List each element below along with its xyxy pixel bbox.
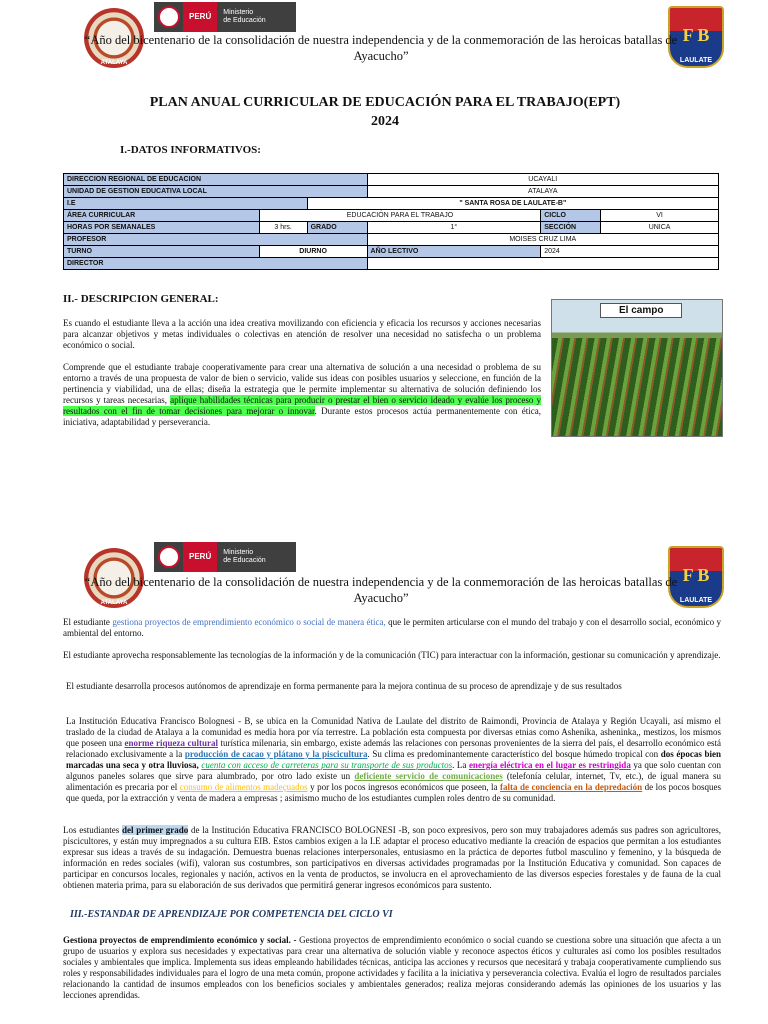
page-2 [0, 540, 768, 1024]
table-row [64, 198, 719, 210]
cell-label: DIRECCION REGIONAL DE EDUCACION [64, 174, 368, 186]
gestiona-highlight: gestiona proyectos de emprendimiento económico o social de manera ética, [112, 617, 386, 627]
highlight-energia: energía eléctrica en el lugar es restringida [468, 760, 631, 770]
highlight-epocas: dos épocas bien marcadas una seca y otra lluviosa, [66, 749, 722, 770]
ministry-logo: PERÚ Ministerio de Educación [154, 542, 296, 572]
cell-label: I.E [64, 198, 308, 210]
cell-label: ÁREA CURRICULAR [64, 210, 260, 222]
motto-line-2: Ayacucho” [353, 49, 409, 63]
cell-value: VI [601, 210, 719, 222]
table-row [64, 186, 719, 198]
cell-value [367, 258, 718, 270]
cell-label: GRADO [307, 222, 367, 234]
highlighted-text: aplique habilidades técnicas para producir o prestar el bien o servicio ideado y evalúe los proceso y resultados con el fin de tomar decisiones para mejorar o innovar [63, 395, 542, 416]
table-row [64, 246, 719, 258]
cell-label: CICLO [541, 210, 601, 222]
highlight-primer-grado: del primer grado [121, 825, 189, 835]
seal-text: ATALAYA [100, 60, 128, 66]
highlight-conciencia: falta de conciencia en la depredación [500, 782, 643, 792]
shield-letters: F B [682, 25, 710, 46]
info-table [63, 173, 719, 270]
cell-value: MOISES CRUZ LIMA [367, 234, 718, 246]
table-row [64, 210, 719, 222]
highlight-carreteras: cuenta con acceso de carreteras para su transporte de sus productos [201, 760, 453, 770]
competence-paragraph-autonomo: El estudiante desarrolla procesos autónomos de aprendizaje en forma permanente para la mejora continua de su proceso de aprendizaje y de sus resultados [66, 681, 622, 691]
highlight-cacao: producción de cacao y plátano y la piscicultura [184, 749, 368, 759]
table-row [64, 258, 719, 270]
description-paragraph-2: Comprende que el estudiante trabaje cooperativamente para crear una alternativa de solución a una necesidad o problema de su entorno a través de una propuesta de valor de bien o servicio, valide sus ideas con posibles usuarios y seleccione, en función de la pertinencia y viabilidad, una de ellas; diseña la estrategia que le permite implementar su alternativa de solución definiendo los recursos y tareas necesarias, aplique habilidades técnicas para producir o prestar el bien o servicio ideado y evalúe los proceso y resultados con el fin de tomar decisiones para mejorar o innovar. Durante estos procesos actúa permanentemente con ética, iniciativa, adaptabilidad y perseverancia. [63, 362, 542, 427]
peru-shield-icon [158, 6, 180, 28]
highlight-riqueza: enorme riqueza cultural [124, 738, 219, 748]
cell-value: DIURNO [259, 246, 367, 258]
highlight-comunicaciones: deficiente servicio de comunicaciones [354, 771, 503, 781]
cell-label: SECCIÓN [541, 222, 601, 234]
students-paragraph: Los estudiantes del primer grado de la Institución Educativa FRANCISCO BOLOGNESI -B, son poco expresivos, pero son muy trabajadores además sus padres son agricultores, piscicultores, y están muy impregnados a su cultura EIB. Estos cambios exigen a la I.E adaptar el proceso educativo mediante la creación de espacios que permitan a los estudiantes expresar sus ideas a través de su indagación. Demuestra buenas relaciones interpersonales, entusiasmo en la práctica de deportes futbol masculino y femenino, y la búsqueda de información en redes sociales (wifi), valoran sus costumbres, son participativos en diversas actividades programadas por la Institución Educativa y comunidad. Son capaces de participar en concursos locales, regionales y nación, activos en la venta de productos, se involucra en el aprovechamiento de las diversos especies forestales y de fauna de la cual obtienen materia prima, para su elaboración de sus derivados que permitirá generar ingresos económicos para sustento. [63, 825, 722, 890]
competence-paragraph-tic: El estudiante aprovecha responsablemente las tecnologías de la información y de la comunicación (TIC) para interactuar con la información, gestionar su comunicación y aprendizaje. [63, 650, 721, 660]
cell-value: UNICA [601, 222, 719, 234]
cell-value: 1° [367, 222, 541, 234]
motto-line-1: “Año del bicentenario de la consolidación de nuestra independencia y de la conmemoración de las heroicas batallas de [84, 33, 678, 47]
highlight-alimentos: consumo de alimentos madeçuados [179, 782, 308, 792]
cell-value: EDUCACIÓN PARA EL TRABAJO [259, 210, 541, 222]
cell-label: UNIDAD DE GESTION EDUCATIVA LOCAL [64, 186, 368, 198]
ministry-label: Ministerio de Educación [223, 9, 266, 24]
shield-label: LAULATE [679, 57, 713, 64]
table-row [64, 222, 719, 234]
table-row [64, 174, 719, 186]
cell-label: AÑO LECTIVO [367, 246, 541, 258]
cell-label: DIRECTOR [64, 258, 368, 270]
cell-value: ATALAYA [367, 186, 718, 198]
cell-value: 3 hrs. [259, 222, 307, 234]
photo-caption: El campo [600, 303, 682, 318]
cell-value: " SANTA ROSA DE LAULATE-B" [307, 198, 718, 210]
cell-value: UCAYALI [367, 174, 718, 186]
section-2-heading: II.- DESCRIPCION GENERAL: [63, 293, 219, 305]
cell-label: TURNO [64, 246, 260, 258]
competence-paragraph-gestiona: El estudiante gestiona proyectos de emprendimiento económico o social de manera ética, que le permiten articularse con el mundo del trabajo y con el desarrollo social, económico y ambiental del entorno. [63, 617, 721, 638]
table-row [64, 234, 719, 246]
school-seal-logo: ATALAYA [84, 548, 144, 608]
section-1-heading: I.-DATOS INFORMATIVOS: [120, 144, 261, 156]
section-3-heading: III.-ESTANDAR DE APRENDIZAJE POR COMPETENCIA DEL CICLO VI [70, 909, 393, 920]
cell-label: PROFESOR [64, 234, 368, 246]
ministry-logo [154, 2, 296, 32]
cell-value: 2024 [541, 246, 719, 258]
standard-paragraph: Gestiona proyectos de emprendimiento económico y social. - Gestiona proyectos de emprendimiento económico o social cuando se cuestiona sobre una situación que afecta a un grupo de usuarios y explora sus necesidades y expectativas para crear una alternativa de solución viable y reconoce aspectos éticos y culturales así como los posibles resultados sociales y ambientales que implica. Implementa sus ideas empleando habilidades técnicas, anticipa las acciones y recursos que necesitará y trabaja cooperativamente cumpliendo sus roles y responsabilidades individuales para el logro de una meta común, propone actividades y facilita a la iniciativa y perseverancia colectiva. Evalúa el logro de resultados parciales relacionando la cantidad de insumos empleados con los beneficios sociales y ambientales generados; realiza mejoras considerando además las opiniones de los usuarios y las lecciones aprendidas. [63, 935, 721, 1000]
field-photo [551, 299, 723, 437]
cell-label: HORAS POR SEMANALES [64, 222, 260, 234]
peru-label: PERÚ [183, 2, 217, 32]
peru-shield-icon [158, 546, 180, 568]
description-paragraph-1: Es cuando el estudiante lleva a la acción una idea creativa movilizando con eficiencia y eficacia los recursos y acciones necesarias para alcanzar objetivos y metas individuales o colectivas en atención de resolver una necesidad no satisfecha o un problema económico o social. [63, 318, 541, 350]
document-title: PLAN ANUAL CURRICULAR DE EDUCACIÓN PARA EL TRABAJO(EPT) 2024 [149, 95, 621, 129]
context-paragraph: La Institución Educativa Francisco Bolognesi - B, se ubica en la Comunidad Nativa de Laulate del distrito de Raimondi, Provincia de Atalaya y Región Ucayali, así mismo el traslado de la ciudad de Atalaya a la comunidad es media hora por vía terrestre. La población esta compuesta por diversas etnias como Ashenika, asheninka,, mestizos, los mismos que poseen una enorme riqueza cultural turística milenaria, sin embargo, existe además las relaciones con personas provenientes de la sierra del país, el desarrollo económico está relacionado exclusivamente a la producción de cacao y plátano y la piscicultura. Su clima es predominantemente característico del bosque húmedo tropical con dos épocas bien marcadas una seca y otra lluviosa, cuenta con acceso de carreteras para su transporte de sus productos. La energía eléctrica en el lugar es restringida ya que solo cuentan con algunos paneles solares que sirve para alumbrado, por otro lado existe un deficiente servicio de comunicaciones (telefonía celular, internet, Tv, etc.), de igual manera su alimentación es precaria por el consumo de alimentos madeçuados y por los pocos ingresos económicos que poseen, la falta de conciencia en la depredación de los pocos bosques que queda, por la extracción y venta de madera a empresas ; asimismo mucho de los estudiantes cumplen roles dentro de su comunidad. [66, 716, 722, 803]
motto: “Año del bicentenario de la consolidación de nuestra independencia y de la conmemoración de las heroicas batallas de Ayacucho” [84, 575, 678, 605]
laulate-shield-logo: F B LAULATE [668, 546, 724, 608]
motto [66, 32, 696, 64]
